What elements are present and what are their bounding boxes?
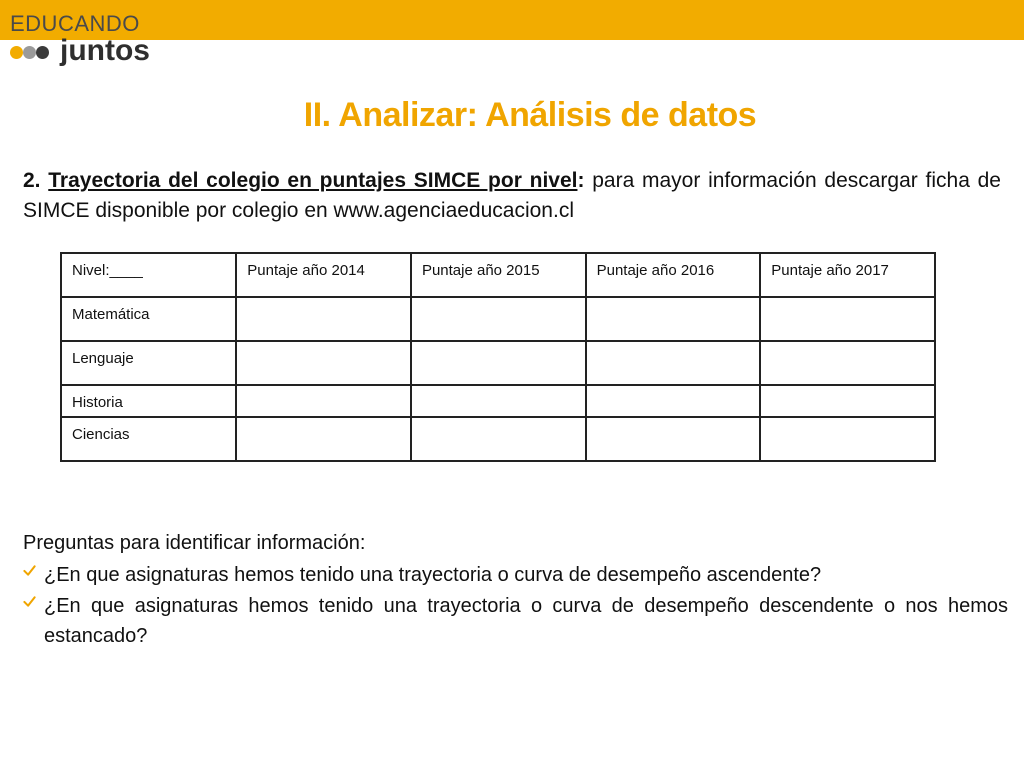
score-cell[interactable] bbox=[236, 297, 411, 341]
educando-juntos-logo bbox=[10, 12, 150, 68]
logo-dot bbox=[23, 46, 36, 59]
question-text: ¿En que asignaturas hemos tenido una trayectoria o curva de desempeño ascendente? bbox=[44, 564, 822, 586]
score-cell[interactable] bbox=[760, 417, 935, 461]
page-title: II. Analizar: Análisis de datos bbox=[303, 96, 757, 134]
score-cell[interactable] bbox=[760, 385, 935, 417]
questions-section bbox=[23, 528, 1008, 652]
table-row bbox=[61, 341, 935, 385]
logo-dots-icon bbox=[10, 46, 62, 60]
heading-colon: : bbox=[577, 169, 585, 192]
intro-text: para mayor información descargar ficha de SIMCE disponible por colegio en www.agenciaeducacion.cl bbox=[23, 169, 1001, 222]
simce-scores-table bbox=[60, 252, 936, 462]
question-text: ¿En que asignaturas hemos tenido una trayectoria o curva de desempeño descendente o nos hemos estancado? bbox=[44, 595, 1008, 647]
subject-cell: Matemática bbox=[61, 297, 236, 341]
intro-paragraph bbox=[23, 166, 1001, 226]
section-number: 2. bbox=[23, 169, 41, 192]
score-cell[interactable] bbox=[760, 341, 935, 385]
checkmark-icon bbox=[23, 564, 36, 577]
logo-dot bbox=[10, 46, 23, 59]
logo-wordmark-top: EDUCANDO bbox=[10, 11, 140, 36]
header-cell: Puntaje año 2017 bbox=[760, 253, 935, 297]
questions-heading: Preguntas para identificar información: bbox=[23, 532, 366, 554]
score-cell[interactable] bbox=[586, 417, 761, 461]
header-cell: Puntaje año 2016 bbox=[586, 253, 761, 297]
question-item bbox=[23, 560, 1008, 590]
score-cell[interactable] bbox=[586, 297, 761, 341]
section-heading: Trayectoria del colegio en puntajes SIMCE por nivel bbox=[48, 169, 578, 192]
score-cell[interactable] bbox=[760, 297, 935, 341]
checkmark-icon bbox=[23, 595, 36, 608]
header-cell: Puntaje año 2015 bbox=[411, 253, 586, 297]
header-cell: Nivel:____ bbox=[61, 253, 236, 297]
score-cell[interactable] bbox=[586, 341, 761, 385]
subject-cell: Ciencias bbox=[61, 417, 236, 461]
score-cell[interactable] bbox=[411, 417, 586, 461]
table-row bbox=[61, 385, 935, 417]
question-item bbox=[23, 591, 1008, 651]
logo-wordmark-bottom: juntos bbox=[60, 34, 150, 67]
score-cell[interactable] bbox=[411, 341, 586, 385]
subject-cell: Lenguaje bbox=[61, 341, 236, 385]
table-header-row bbox=[61, 253, 935, 297]
header-bar bbox=[0, 0, 1024, 40]
header-cell: Puntaje año 2014 bbox=[236, 253, 411, 297]
table-row bbox=[61, 417, 935, 461]
score-cell[interactable] bbox=[236, 341, 411, 385]
table-row bbox=[61, 297, 935, 341]
score-cell[interactable] bbox=[411, 385, 586, 417]
score-cell[interactable] bbox=[411, 297, 586, 341]
score-cell[interactable] bbox=[236, 417, 411, 461]
subject-cell: Historia bbox=[61, 385, 236, 417]
score-cell[interactable] bbox=[236, 385, 411, 417]
score-cell[interactable] bbox=[586, 385, 761, 417]
logo-dot bbox=[36, 46, 49, 59]
